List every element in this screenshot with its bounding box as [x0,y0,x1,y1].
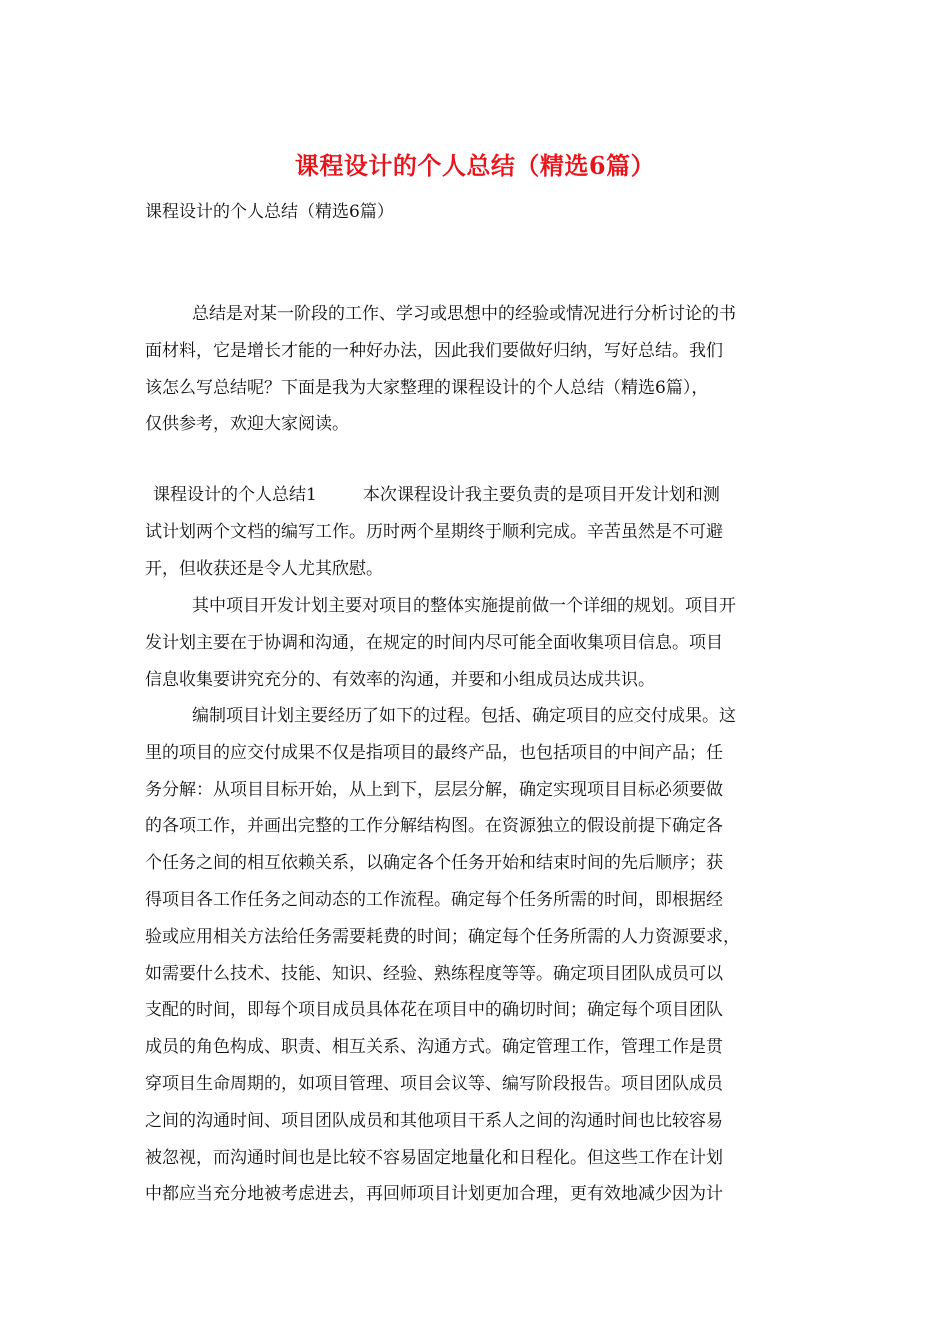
paragraph-line: 成员的角色构成、职责、相互关系、沟通方式。确定管理工作，管理工作是贯 [145,1037,723,1058]
paragraph-line: 该怎么写总结呢？下面是我为大家整理的课程设计的个人总结（精选6篇）， [145,377,709,398]
paragraph-line: 中都应当充分地被考虑进去，再回师项目计划更加合理，更有效地减少因为计 [145,1184,723,1205]
paragraph-line: 的各项工作，并画出完整的工作分解结构图。在资源独立的假设前提下确定各 [145,816,723,837]
paragraph-line: 发计划主要在于协调和沟通，在规定的时间内尽可能全面收集项目信息。项目 [145,632,723,653]
paragraph-line: 务分解：从项目目标开始，从上到下，层层分解，确定实现项目目标必须要做 [145,779,723,800]
paragraph-line: 开，但收获还是令人尤其欣慰。 [145,558,383,579]
paragraph-line: 面材料，它是增长才能的一种好办法，因此我们要做好归纳，写好总结。我们 [145,340,723,361]
document-subtitle: 课程设计的个人总结（精选6篇） [145,202,394,222]
section-heading: 课程设计的个人总结1 [153,485,317,505]
paragraph-line: 信息收集要讲究充分的、有效率的沟通，并要和小组成员达成共识。 [145,669,655,690]
paragraph-line: 之间的沟通时间、项目团队成员和其他项目干系人之间的沟通时间也比较容易 [145,1110,723,1131]
section-first-line: 本次课程设计我主要负责的是项目开发计划和测 [362,485,720,505]
paragraph-line: 试计划两个文档的编写工作。历时两个星期终于顺利完成。辛苦虽然是不可避 [145,521,723,542]
paragraph-line: 穿项目生命周期的，如项目管理、项目会议等、编写阶段报告。项目团队成员 [145,1073,723,1094]
paragraph-line: 里的项目的应交付成果不仅是指项目的最终产品，也包括项目的中间产品；任 [145,742,723,763]
paragraph-line: 个任务之间的相互依赖关系，以确定各个任务开始和结束时间的先后顺序；获 [145,853,723,874]
paragraph-line: 被忽视，而沟通时间也是比较不容易固定地量化和日程化。但这些工作在计划 [145,1147,723,1168]
paragraph-line [145,477,810,514]
paragraph-line: 验或应用相关方法给任务需要耗费的时间；确定每个任务所需的人力资源要求， [145,926,740,947]
intro-paragraph [145,296,810,443]
document-title: 课程设计的个人总结（精选6篇） [294,151,656,180]
paragraph-line: 支配的时间，即每个项目成员具体花在项目中的确切时间；确定每个项目团队 [145,1000,723,1021]
paragraph-line: 其中项目开发计划主要对项目的整体实施提前做一个详细的规划。项目开 [192,596,736,616]
paragraph-line: 总结是对某一阶段的工作、学习或思想中的经验或情况进行分析讨论的书 [192,304,736,324]
paragraph-3 [145,698,810,1213]
paragraph-line: 得项目各工作任务之间动态的工作流程。确定每个任务所需的时间，即根据经 [145,889,723,910]
paragraph-2 [145,588,810,698]
paragraph-line: 如需要什么技术、技能、知识、经验、熟练程度等等。确定项目团队成员可以 [145,963,723,984]
section-1-paragraph [145,477,810,587]
paragraph-line: 编制项目计划主要经历了如下的过程。包括、确定项目的应交付成果。这 [192,706,736,726]
paragraph-line: 仅供参考，欢迎大家阅读。 [145,414,349,435]
